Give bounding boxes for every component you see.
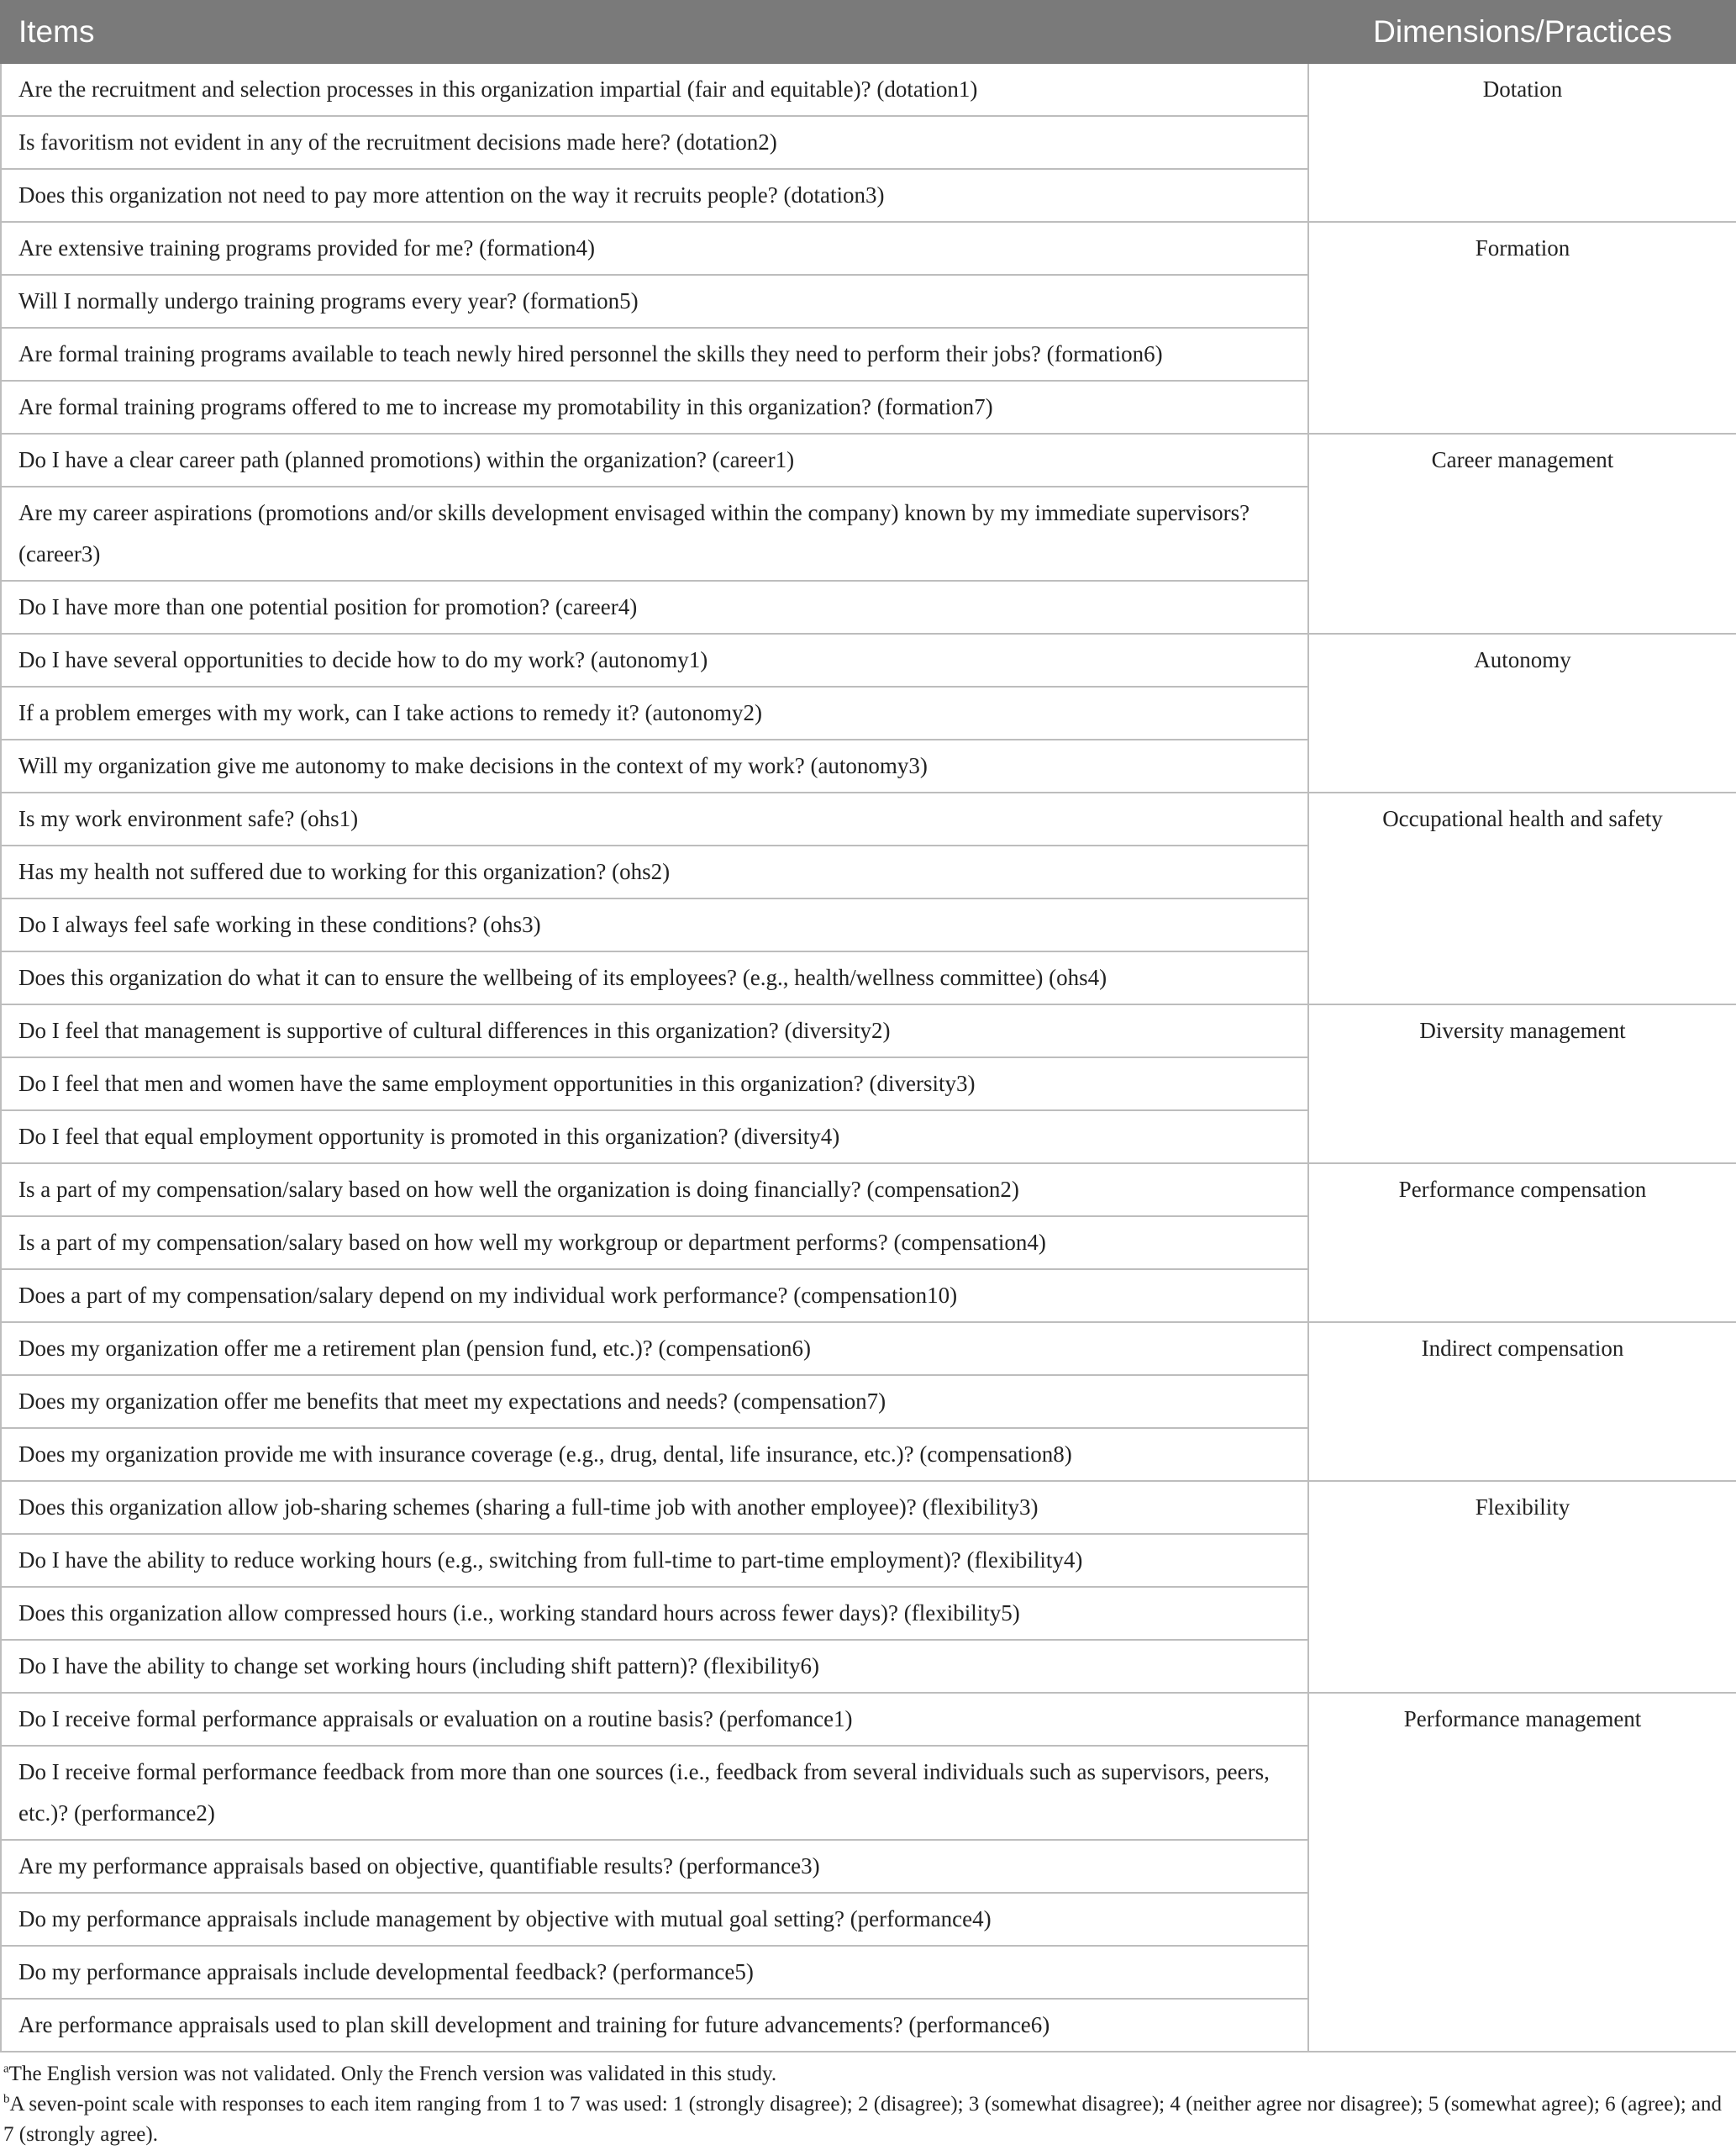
- dimension-cell: Flexibility: [1308, 1481, 1736, 1693]
- item-cell: If a problem emerges with my work, can I take actions to remedy it? (autonomy2): [1, 687, 1308, 740]
- item-cell: Are formal training programs offered to me to increase my promotability in this organization? (formation7): [1, 381, 1308, 434]
- item-cell: Does my organization offer me benefits that meet my expectations and needs? (compensation7): [1, 1375, 1308, 1428]
- dimension-cell: Indirect compensation: [1308, 1322, 1736, 1481]
- table-header: [1, 1, 1736, 63]
- footnote-text: A seven-point scale with responses to each item ranging from 1 to 7 was used: 1 (strongly disagree); 2 (disagree); 3 (somewhat disagree); 4 (neither agree nor disagree); 5 (somewhat agree); 6 (agree); and 7 (strongly agree).: [3, 2093, 1722, 2146]
- table-row: [1, 1693, 1736, 1746]
- dimension-cell: Diversity management: [1308, 1004, 1736, 1163]
- table-row: [1, 222, 1736, 275]
- item-cell: Does my organization provide me with insurance coverage (e.g., drug, dental, life insurance, etc.)? (compensation8): [1, 1428, 1308, 1481]
- item-cell: Do I receive formal performance appraisals or evaluation on a routine basis? (perfomance1): [1, 1693, 1308, 1746]
- item-cell: Are my career aspirations (promotions and/or skills development envisaged within the company) known by my immediate supervisors? (career3): [1, 487, 1308, 581]
- dimension-cell: Dotation: [1308, 63, 1736, 222]
- table-row: [1, 1481, 1736, 1534]
- item-cell: Is favoritism not evident in any of the recruitment decisions made here? (dotation2): [1, 116, 1308, 169]
- table-row: [1, 1004, 1736, 1057]
- item-cell: Is my work environment safe? (ohs1): [1, 793, 1308, 846]
- table-row: [1, 1163, 1736, 1216]
- item-cell: Do I have the ability to change set working hours (including shift pattern)? (flexibility6): [1, 1640, 1308, 1693]
- item-cell: Does this organization allow job-sharing schemes (sharing a full-time job with another employee)? (flexibility3): [1, 1481, 1308, 1534]
- item-cell: Do I feel that men and women have the same employment opportunities in this organization? (diversity3): [1, 1057, 1308, 1110]
- item-cell: Are extensive training programs provided for me? (formation4): [1, 222, 1308, 275]
- dimension-cell: Occupational health and safety: [1308, 793, 1736, 1004]
- footnotes: [0, 2053, 1736, 2150]
- item-cell: Does this organization not need to pay more attention on the way it recruits people? (dotation3): [1, 169, 1308, 222]
- item-cell: Do I feel that equal employment opportunity is promoted in this organization? (diversity4): [1, 1110, 1308, 1163]
- item-cell: Is a part of my compensation/salary based on how well the organization is doing financially? (compensation2): [1, 1163, 1308, 1216]
- item-cell: Will I normally undergo training programs every year? (formation5): [1, 275, 1308, 328]
- item-cell: Do I have more than one potential position for promotion? (career4): [1, 581, 1308, 634]
- dimension-cell: Performance compensation: [1308, 1163, 1736, 1322]
- item-cell: Do my performance appraisals include management by objective with mutual goal setting? (performance4): [1, 1893, 1308, 1946]
- item-cell: Do my performance appraisals include developmental feedback? (performance5): [1, 1946, 1308, 1999]
- footnote: [3, 2059, 1733, 2089]
- item-cell: Does a part of my compensation/salary depend on my individual work performance? (compensation10): [1, 1269, 1308, 1322]
- table-row: [1, 1322, 1736, 1375]
- dimension-cell: Performance management: [1308, 1693, 1736, 2052]
- footnote-marker: b: [3, 2092, 10, 2106]
- item-cell: Do I always feel safe working in these conditions? (ohs3): [1, 898, 1308, 951]
- header-row: [1, 1, 1736, 63]
- item-cell: Does this organization allow compressed hours (i.e., working standard hours across fewer days)? (flexibility5): [1, 1587, 1308, 1640]
- item-cell: Does my organization offer me a retirement plan (pension fund, etc.)? (compensation6): [1, 1322, 1308, 1375]
- item-cell: Are the recruitment and selection processes in this organization impartial (fair and equitable)? (dotation1): [1, 63, 1308, 116]
- item-cell: Are my performance appraisals based on objective, quantifiable results? (performance3): [1, 1840, 1308, 1893]
- item-cell: Is a part of my compensation/salary based on how well my workgroup or department performs? (compensation4): [1, 1216, 1308, 1269]
- table-row: [1, 63, 1736, 116]
- item-cell: Do I have several opportunities to decide how to do my work? (autonomy1): [1, 634, 1308, 687]
- item-cell: Do I receive formal performance feedback from more than one sources (i.e., feedback from several individuals such as supervisors, peers, etc.)? (performance2): [1, 1746, 1308, 1840]
- table-row: [1, 793, 1736, 846]
- item-cell: Has my health not suffered due to working for this organization? (ohs2): [1, 846, 1308, 898]
- items-column-header: Items: [1, 1, 1308, 63]
- footnote: [3, 2089, 1733, 2150]
- item-cell: Do I feel that management is supportive of cultural differences in this organization? (diversity2): [1, 1004, 1308, 1057]
- footnote-text: The English version was not validated. Only the French version was validated in this study.: [8, 2063, 777, 2085]
- table-body: [1, 63, 1736, 2052]
- dimensions-column-header: Dimensions/Practices: [1308, 1, 1736, 63]
- table-row: [1, 634, 1736, 687]
- item-cell: Are formal training programs available to teach newly hired personnel the skills they need to perform their jobs? (formation6): [1, 328, 1308, 381]
- item-cell: Are performance appraisals used to plan skill development and training for future advancements? (performance6): [1, 1999, 1308, 2052]
- item-cell: Do I have a clear career path (planned promotions) within the organization? (career1): [1, 434, 1308, 487]
- dimension-cell: Career management: [1308, 434, 1736, 634]
- table-row: [1, 434, 1736, 487]
- footnote-marker: a: [3, 2062, 9, 2076]
- item-cell: Will my organization give me autonomy to make decisions in the context of my work? (autonomy3): [1, 740, 1308, 793]
- dimension-cell: Formation: [1308, 222, 1736, 434]
- item-cell: Does this organization do what it can to ensure the wellbeing of its employees? (e.g., health/wellness committee) (ohs4): [1, 951, 1308, 1004]
- item-cell: Do I have the ability to reduce working hours (e.g., switching from full-time to part-time employment)? (flexibility4): [1, 1534, 1308, 1587]
- dimension-cell: Autonomy: [1308, 634, 1736, 793]
